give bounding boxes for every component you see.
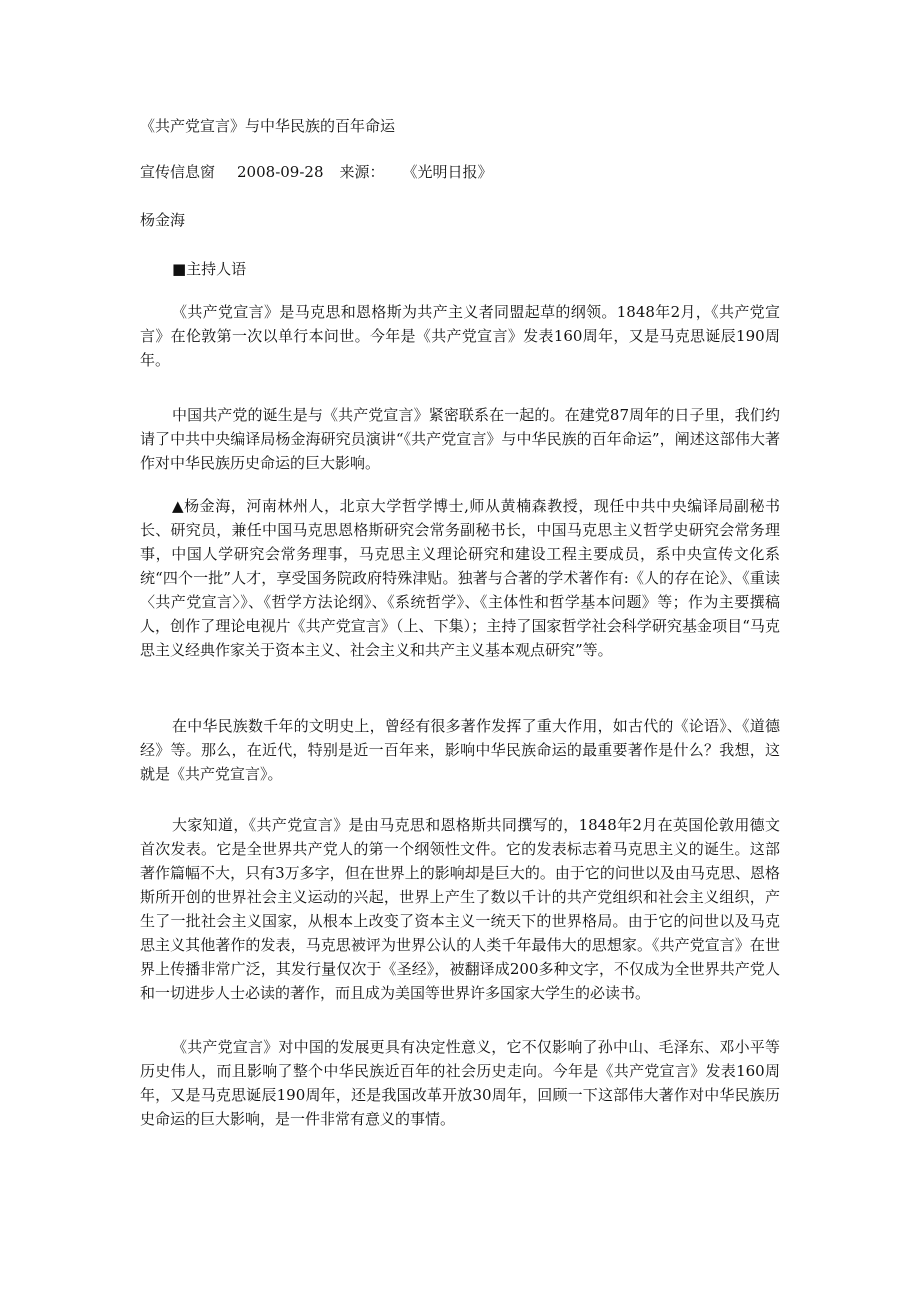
article-author: 杨金海 [140, 211, 186, 229]
meta-source-label: 来源： [339, 163, 385, 181]
meta-section: 宣传信息窗 [140, 163, 216, 181]
article-meta [140, 161, 493, 183]
paragraph-context: 中国共产党的诞生是与《共产党宣言》紧密联系在一起的。在建党87周年的日子里，我们约请了中共中央编译局杨金海研究员演讲“《共产党宣言》与中华民族的百年命运”，阐述这部伟大著作对中华民族历史命运的巨大影响。 [140, 406, 780, 472]
meta-source: 《光明日报》 [402, 163, 493, 181]
paragraph-history: 在中华民族数千年的文明史上，曾经有很多著作发挥了重大作用，如古代的《论语》、《道德经》等。那么，在近代，特别是近一百年来，影响中华民族命运的最重要著作是什么？我想，这就是《共产党宣言》。 [140, 717, 780, 783]
host-heading: ■主持人语 [172, 260, 247, 278]
paragraph-manifesto-impact: 大家知道，《共产党宣言》是由马克思和恩格斯共同撰写的，1848年2月在英国伦敦用德文首次发表。它是全世界共产党人的第一个纲领性文件。它的发表标志着马克思主义的诞生。这部著作篇幅不大，只有3万多字，但在世界上的影响却是巨大的。由于它的问世以及由马克思、恩格斯所开创的世界社会主义运动的兴起，世界上产生了数以千计的共产党组织和社会主义组织，产生了一批社会主义国家，从根本上改变了资本主义一统天下的世界格局。由于它的问世以及马克思主义其他著作的发表，马克思被评为世界公认的人类千年最伟大的思想家。《共产党宣言》在世界上传播非常广泛，其发行量仅次于《圣经》，被翻译成200多种文字，不仅成为全世界共产党人和一切进步人士必读的著作，而且成为美国等世界许多国家大学生的必读书。 [140, 816, 780, 1002]
paragraph-author-bio: ▲杨金海，河南林州人，北京大学哲学博士,师从黄楠森教授，现任中共中央编译局副秘书长、研究员，兼任中国马克思恩格斯研究会常务副秘书长，中国马克思主义哲学史研究会常务理事，中国人学研究会常务理事，马克思主义理论研究和建设工程主要成员，系中央宣传文化系统“四个一批”人才，享受国务院政府特殊津贴。独著与合著的学术著作有:《人的存在论》、《重读〈共产党宣言〉》、《哲学方法论纲》、《系统哲学》、《主体性和哲学基本问题》等；作为主要撰稿人，创作了理论电视片《共产党宣言》（上、下集）；主持了国家哲学社会科学研究基金项目“马克思主义经典作家关于资本主义、社会主义和共产主义基本观点研究”等。 [140, 497, 780, 659]
meta-date: 2008-09-28 [237, 163, 324, 181]
article-title: 《共产党宣言》与中华民族的百年命运 [140, 117, 396, 135]
paragraph-intro: 《共产党宣言》是马克思和恩格斯为共产主义者同盟起草的纲领。1848年2月，《共产党宣言》在伦敦第一次以单行本问世。今年是《共产党宣言》发表160周年，又是马克思诞辰190周年。 [140, 303, 780, 369]
paragraph-china-significance: 《共产党宣言》对中国的发展更具有决定性意义，它不仅影响了孙中山、毛泽东、邓小平等历史伟人，而且影响了整个中华民族近百年的社会历史走向。今年是《共产党宣言》发表160周年，又是马克思诞辰190周年，还是我国改革开放30周年，回顾一下这部伟大著作对中华民族历史命运的巨大影响，是一件非常有意义的事情。 [140, 1038, 780, 1128]
